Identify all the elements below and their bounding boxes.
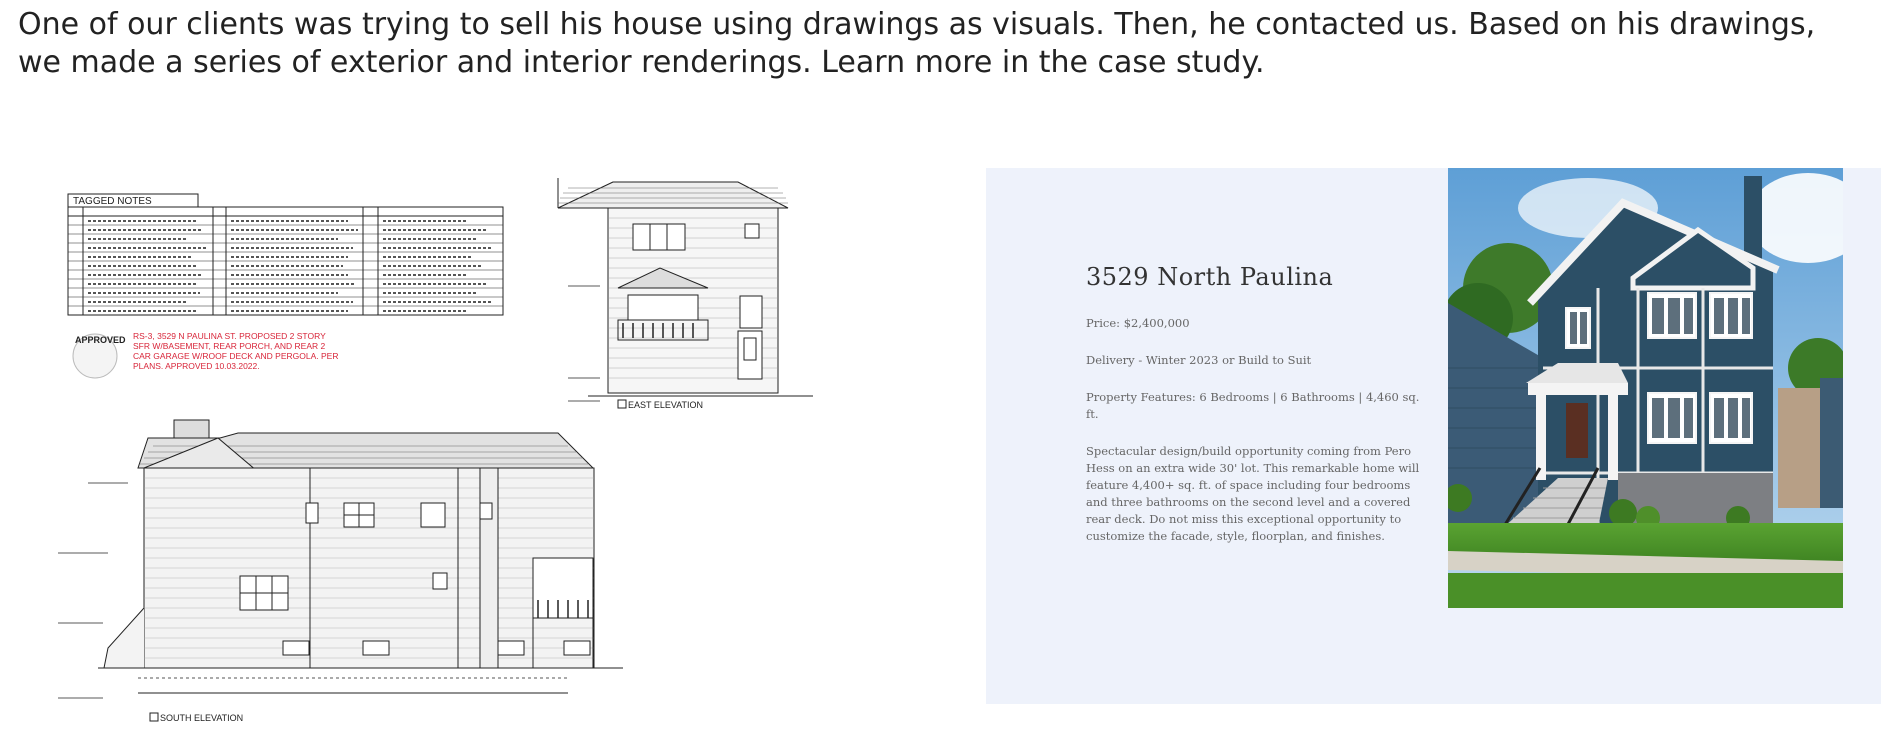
east-elevation-label: EAST ELEVATION (628, 400, 704, 410)
east-elevation (558, 178, 813, 396)
tagged-notes-table (68, 194, 503, 315)
south-elevation-label: SOUTH ELEVATION (160, 713, 244, 723)
approved-stamp-text: APPROVED (75, 335, 126, 345)
approved-stamp (73, 334, 126, 378)
listing-description: Spectacular design/build opportunity coming from Pero Hess on an extra wide 30' lot. This remarkable home will feature 4,400+ sq. ft. of space including four bedrooms and three bathrooms on the second level and a covered rear deck. Do not miss this exceptional opportunity to customize the facade, style, floorplan, and finishes. (1086, 444, 1420, 543)
house-rendering (1448, 168, 1843, 608)
listing-features: Property Features: 6 Bedrooms | 6 Bathrooms | 4,460 sq. ft. (1086, 390, 1420, 421)
listing-delivery: Delivery - Winter 2023 or Build to Suit (1086, 353, 1312, 367)
architectural-drawing (48, 168, 818, 728)
listing-title: 3529 North Paulina (1086, 263, 1334, 291)
listing-text (1086, 263, 1426, 565)
south-elevation (98, 420, 623, 693)
tagged-notes-title: TAGGED NOTES (73, 196, 152, 207)
approval-note: RS-3, 3529 N PAULINA ST. PROPOSED 2 STORY SFR W/BASEMENT, REAR PORCH, AND REAR 2 CAR GARAGE W/ROOF DECK AND PERGOLA. PER PLANS. APPROVED 10.03.2022. (133, 331, 339, 371)
intro-paragraph: One of our clients was trying to sell his house using drawings as visuals. Then, he contacted us. Based on his drawings, we made a series of exterior and interior renderings. Learn more in the case study. (18, 7, 1816, 80)
listing-card (986, 168, 1881, 704)
listing-price: Price: $2,400,000 (1086, 316, 1190, 330)
